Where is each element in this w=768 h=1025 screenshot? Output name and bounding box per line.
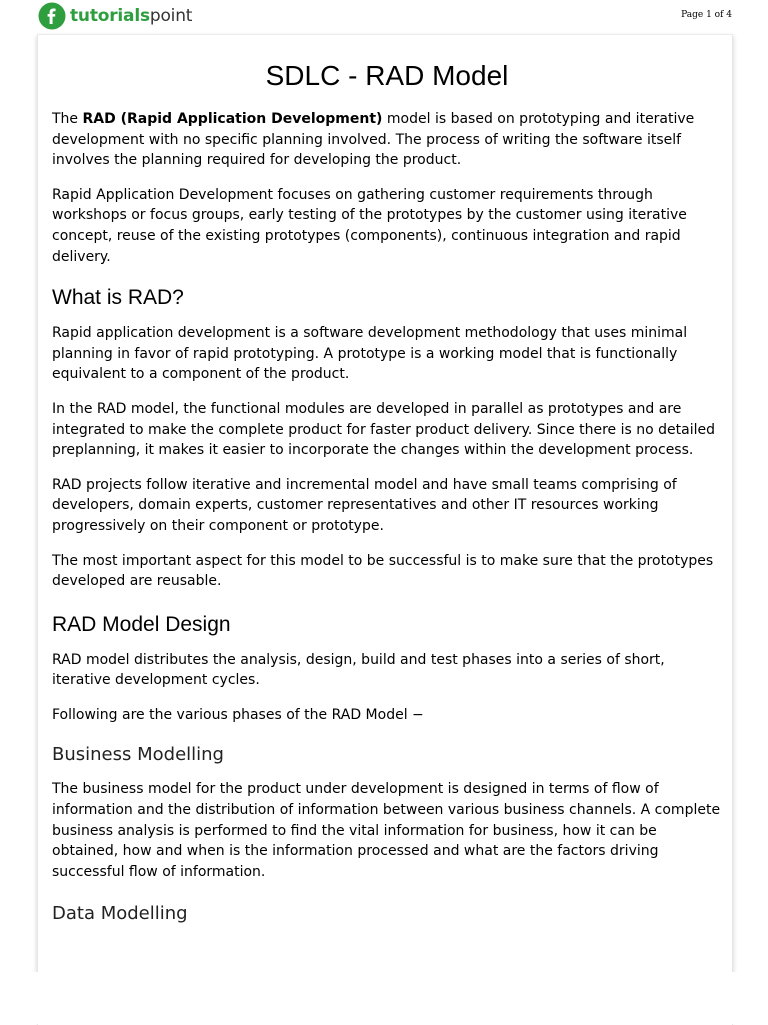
what-paragraph-3: RAD projects follow iterative and incremental model and have small teams comprising of developers, domain experts, customer representatives and other IT resources working progressively on their component or prototype. <box>52 476 677 534</box>
intro-bold-term: RAD (Rapid Application Development) <box>82 111 383 127</box>
what-paragraph-1: Rapid application development is a software development methodology that uses minimal planning in favor of rapid prototyping. A prototype is a working model that is functionally equivalent to a component of the product. <box>52 325 688 383</box>
what-is-rad-heading: What is RAD? <box>52 286 184 310</box>
page-bottom-margin <box>0 972 768 1024</box>
what-paragraph-4: The most important aspect for this model to be successful is to make sure that the prototypes developed are reusable. <box>52 552 714 590</box>
article-body <box>52 35 722 926</box>
logo-wordmark-rest: point <box>149 6 193 26</box>
tutorialspoint-logo[interactable] <box>38 2 192 30</box>
what-paragraph-2: In the RAD model, the functional modules are developed in parallel as prototypes and are integrated to make the complete product for faster product delivery. Since there is no detailed preplanning, it makes it easier to incorporate the changes within the development process. <box>52 400 715 459</box>
design-paragraph-2: Following are the various phases of the RAD Model − <box>52 706 424 723</box>
intro-paragraph <box>52 109 722 171</box>
page-indicator: Page 1 of 4 <box>681 10 732 20</box>
page-title: SDLC - RAD Model <box>265 60 509 91</box>
rad-model-design-heading: RAD Model Design <box>52 612 231 636</box>
intro-prefix: The <box>52 111 83 127</box>
logo-icon <box>38 2 66 30</box>
page-header <box>0 0 768 34</box>
rad-focus-paragraph: Rapid Application Development focuses on gathering customer requirements through workshops or focus groups, early testing of the prototypes by the customer using iterative concept, reuse of the existing prototypes (components), continuous integration and rapid delivery. <box>52 186 687 265</box>
logo-wordmark-bold: tutorials <box>70 6 150 26</box>
logo-wordmark <box>70 6 192 26</box>
design-paragraph-1: RAD model distributes the analysis, design, build and test phases into a series of short, iterative development cycles. <box>52 651 665 689</box>
business-modelling-paragraph: The business model for the product under development is designed in terms of flow of information and the distribution of information between various business channels. A complete business analysis is performed to find the vital information for business, how it can be obtained, how and when is the information processed and what are the factors driving successful flow of information. <box>52 781 721 880</box>
business-modelling-heading: Business Modelling <box>52 744 224 766</box>
data-modelling-heading: Data Modelling <box>52 903 188 925</box>
intro-rest: model is based on prototyping and iterative development with no specific planning involved. The process of writing the software itself involves the planning required for developing the product. <box>52 111 695 169</box>
document-page <box>37 34 733 1025</box>
